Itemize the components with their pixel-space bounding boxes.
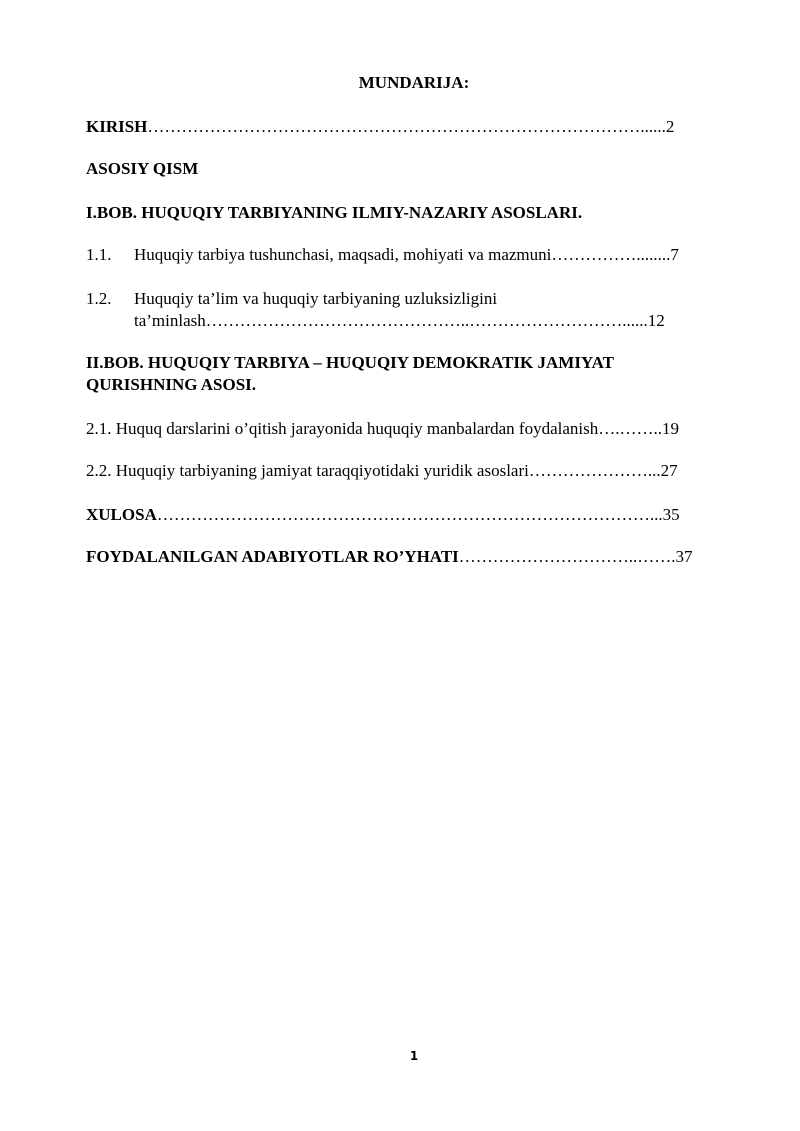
toc-entry-text: 2.2. Huquqiy tarbiyaning jamiyat taraqqiyotidaki yuridik asoslari…………………...: [86, 461, 661, 480]
toc-section-2-1: [86, 418, 679, 439]
toc-entry-xulosa: [86, 504, 680, 525]
toc-section-1-2-line1: Huquqiy ta’lim va huquqiy tarbiyaning uzluksizligini: [134, 289, 498, 308]
toc-section-2-2: [86, 460, 678, 481]
toc-entry-text: 2.1. Huquq darslarini o’qitish jarayonida huquqiy manbalardan foydalanish….……..: [86, 419, 662, 438]
toc-chapter-2-heading-line1: II.BOB. HUQUQIY TARBIYA – HUQUQIY DEMOKRATIK JAMIYAT: [86, 353, 615, 372]
page-number-footer: 1: [409, 1049, 419, 1063]
toc-entry-text: ta’minlash………………………………………..………………………......: [134, 311, 648, 330]
toc-page-number: 35: [662, 505, 680, 524]
toc-chapter-2-heading-line2: QURISHNING ASOSI.: [86, 375, 257, 394]
toc-entry-label: KIRISH: [86, 117, 148, 136]
toc-page-number: 2: [665, 117, 675, 136]
toc-chapter-1-heading: I.BOB. HUQUQIY TARBIYANING ILMIY-NAZARIY ASOSLARI.: [86, 203, 583, 222]
toc-entry-label: FOYDALANILGAN ADABIYOTLAR RO’YHATI: [86, 547, 459, 566]
toc-entry-bibliography: [86, 546, 693, 567]
toc-section-1-1: [134, 244, 679, 265]
toc-section-1-1-number: 1.1.: [86, 245, 112, 264]
toc-page-number: 27: [660, 461, 678, 480]
toc-heading-asosiy-qism: ASOSIY QISM: [86, 159, 199, 178]
toc-section-1-2-number: 1.2.: [86, 289, 112, 308]
toc-page-number: 7: [670, 245, 679, 264]
toc-title: MUNDARIJA:: [358, 73, 470, 92]
toc-leader-dots: ……………………………………………………………………………......: [147, 117, 666, 136]
toc-leader-dots: ……………………………………………………………………………...: [156, 505, 663, 524]
toc-page-number: 37: [675, 547, 693, 566]
toc-entry-kirish: [86, 116, 674, 137]
toc-section-1-2-line2: [134, 310, 665, 331]
toc-entry-label: XULOSA: [86, 505, 157, 524]
toc-entry-text: Huquqiy tarbiya tushunchasi, maqsadi, mohiyati va mazmuni……………........: [134, 245, 671, 264]
toc-leader-dots: …………………………..…….: [458, 547, 676, 566]
toc-page-number: 12: [647, 311, 665, 330]
toc-page-number: 19: [662, 419, 679, 438]
